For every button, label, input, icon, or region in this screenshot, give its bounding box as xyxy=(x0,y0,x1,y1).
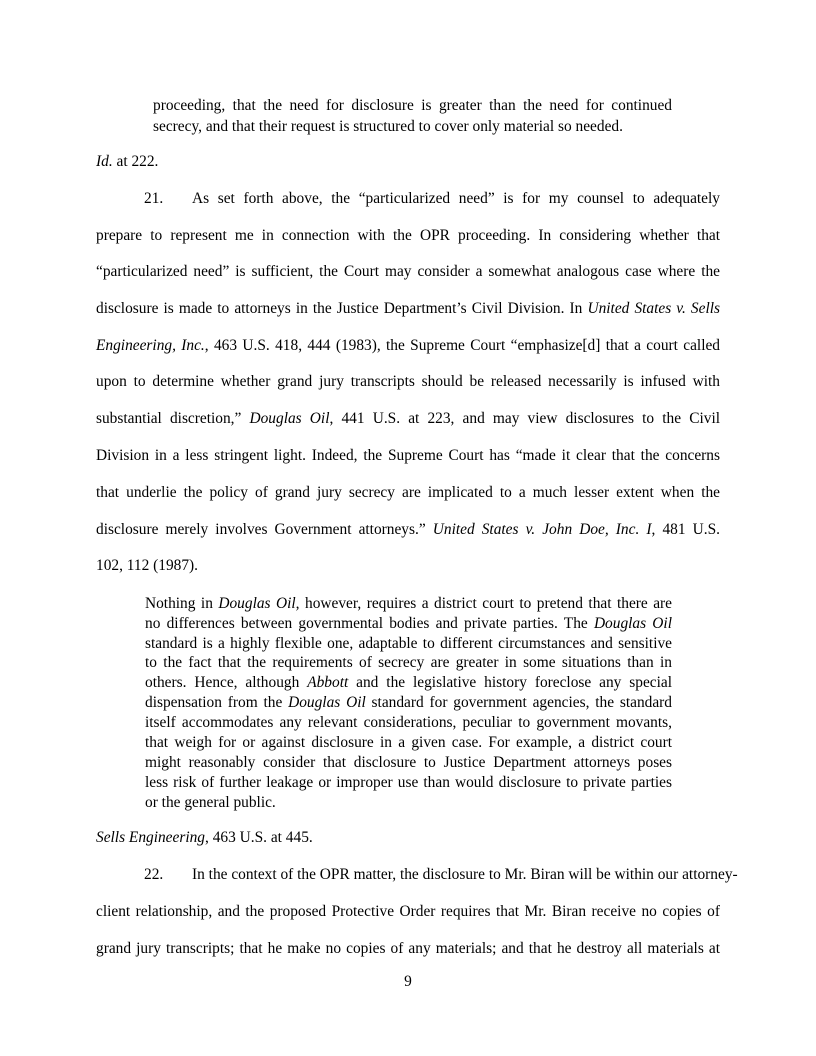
page-number: 9 xyxy=(404,973,412,990)
paragraph-line: “particularized need” is sufficient, the Court may consider a somewhat analogous case where the xyxy=(96,263,720,280)
paragraph-line: substantial discretion,” Douglas Oil, 441 U.S. at 223, and may view disclosures to the Civil xyxy=(96,410,720,427)
quote-line: Nothing in Douglas Oil, however, requires a district court to pretend that there are xyxy=(145,595,672,612)
quote-line: standard is a highly flexible one, adaptable to different circumstances and sensitive xyxy=(145,635,672,652)
paragraph-line: disclosure merely involves Government attorneys.” United States v. John Doe, Inc. I, 481 U.S. xyxy=(96,521,720,538)
quote-line: less risk of further leakage or improper use than would disclosure to private parties xyxy=(145,774,672,791)
quote-line: or the general public. xyxy=(145,794,276,811)
paragraph-number: 22. xyxy=(144,866,164,883)
paragraph-line: 102, 112 (1987). xyxy=(96,557,199,574)
citation-id: Id. at 222. xyxy=(96,153,159,170)
quote-line: that weigh for or against disclosure in a given case. For example, a district court xyxy=(145,734,672,751)
paragraph-line: Division in a less stringent light. Indeed, the Supreme Court has “made it clear that the concerns xyxy=(96,447,720,464)
paragraph-number: 21. xyxy=(144,190,164,207)
quote-line: might reasonably consider that disclosure to Justice Department attorneys poses xyxy=(145,754,672,771)
paragraph-line: In the context of the OPR matter, the disclosure to Mr. Biran will be within our attorney- xyxy=(192,866,738,883)
quote-line: itself accommodates any relevant considerations, peculiar to government movants, xyxy=(145,714,672,731)
paragraph-line: As set forth above, the “particularized need” is for my counsel to adequately xyxy=(192,190,720,207)
quote-line: dispensation from the Douglas Oil standard for government agencies, the standard xyxy=(145,694,672,711)
paragraph-line: prepare to represent me in connection with the OPR proceeding. In considering whether that xyxy=(96,227,720,244)
quote-line: others. Hence, although Abbott and the legislative history foreclose any special xyxy=(145,674,672,691)
quote-line: secrecy, and that their request is structured to cover only material so needed. xyxy=(153,118,623,135)
paragraph-line: that underlie the policy of grand jury secrecy are implicated to a much lesser extent when the xyxy=(96,484,720,501)
paragraph-line: upon to determine whether grand jury transcripts should be released necessarily is infused with xyxy=(96,373,720,390)
quote-line: proceeding, that the need for disclosure is greater than the need for continued xyxy=(153,97,672,114)
quote-line: to the fact that the requirements of secrecy are greater in some situations than in xyxy=(145,654,672,671)
paragraph-line: client relationship, and the proposed Protective Order requires that Mr. Biran receive no copies of xyxy=(96,903,720,920)
paragraph-line: Engineering, Inc., 463 U.S. 418, 444 (1983), the Supreme Court “emphasize[d] that a court called xyxy=(96,337,721,354)
paragraph-line: grand jury transcripts; that he make no copies of any materials; and that he destroy all materials at xyxy=(96,940,720,957)
citation-sells: Sells Engineering, 463 U.S. at 445. xyxy=(96,829,313,846)
quote-line: no differences between governmental bodies and private parties. The Douglas Oil xyxy=(145,615,672,632)
paragraph-line: disclosure is made to attorneys in the Justice Department’s Civil Division. In United States v. Sells xyxy=(96,300,720,317)
